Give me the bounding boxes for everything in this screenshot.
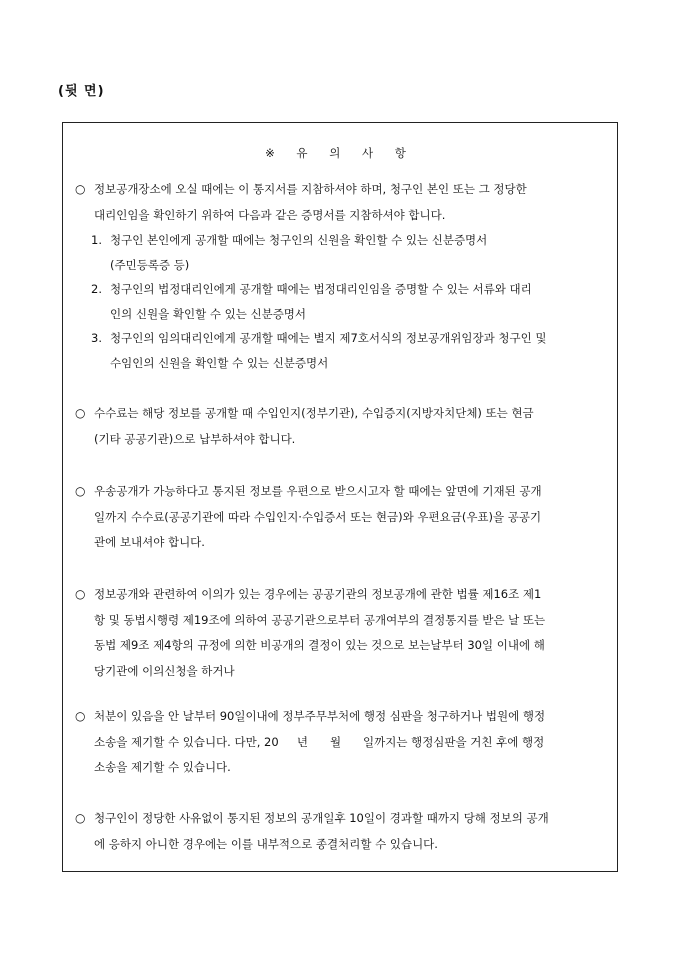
notice-text-line: 일까지 수수료(공공기관에 따라 수입인지·수입증서 또는 현금)와 우편요금(우표)을 공공기 [94, 509, 542, 524]
notice-section-appeal [63, 704, 617, 781]
certificate-item [91, 326, 605, 375]
notice-text-line: 정보공개와 관련하여 이의가 있는 경우에는 공공기관의 정보공개에 관한 법률 제16조 제1 [94, 587, 542, 601]
notice-section-visit [63, 177, 617, 375]
bullet-icon: ○ [75, 484, 86, 498]
bullet-icon: ○ [75, 587, 86, 601]
item-text-line: 청구인 본인에게 공개할 때에는 청구인의 신원을 확인할 수 있는 신분증명서 [110, 233, 488, 247]
notice-text-line: 청구인이 정당한 사유없이 통지된 정보의 공개일후 10일이 경과할 때까지 당해 정보의 공개 [94, 811, 549, 825]
notice-box [62, 122, 618, 872]
notice-text-line: 관에 보내셔야 합니다. [94, 535, 205, 549]
notice-text-line: 우송공개가 가능하다고 통지된 정보를 우편으로 받으시고자 할 때에는 앞면에 기재된 공개 [94, 484, 542, 498]
certificate-item [91, 277, 605, 326]
notice-text-line: 소송을 제기할 수 있습니다. [94, 760, 231, 774]
notice-text-line: 정보공개장소에 오실 때에는 이 통지서를 지참하셔야 하며, 청구인 본인 또는 그 정당한 [94, 182, 527, 196]
notice-text-line: 수수료는 해당 정보를 공개할 때 수입인지(정부기관), 수입증지(지방자치단체) 또는 현금 [94, 406, 534, 420]
notice-text-line: 처분이 있음을 안 날부터 90일이내에 정부주무부처에 행정 심판을 청구하거나 법원에 행정 [94, 709, 546, 723]
notice-section-closure [63, 806, 617, 857]
notice-title: ※ 유 의 사 항 [265, 146, 415, 160]
certificate-item [91, 228, 605, 277]
item-text-line: 인의 신원을 확인할 수 있는 신분증명서 [110, 306, 307, 321]
notice-text-line: 항 및 동법시행령 제19조에 의하여 공공기관으로부터 공개여부의 결정통지를 받은 날 또는 [94, 612, 546, 627]
notice-section-fee [63, 401, 617, 452]
notice-text-line: 대리인임을 확인하기 위하여 다음과 같은 증명서를 지참하셔야 합니다. [94, 207, 446, 222]
certificate-list [63, 228, 617, 375]
bullet-icon: ○ [75, 811, 86, 825]
item-text-line: (주민등록증 등) [110, 257, 190, 272]
item-text-line: 청구인의 임의대리인에게 공개할 때에는 별지 제7호서식의 정보공개위임장과 청구인 및 [110, 331, 547, 345]
notice-section-mail [63, 479, 617, 556]
item-text-line: 수임인의 신원을 확인할 수 있는 신분증명서 [110, 355, 329, 370]
notice-text-line: 소송을 제기할 수 있습니다. 다만, 20 년 월 일까지는 행정심판을 거친 후에 행정 [94, 734, 545, 749]
notice-text-line: 동법 제9조 제4항의 규정에 의한 비공개의 결정이 있는 것으로 보는날부터 30일 이내에 해 [94, 638, 545, 652]
item-number: 1. [91, 233, 102, 247]
back-side-label: (뒷 면) [58, 84, 105, 99]
notice-text-line: 에 응하지 아니한 경우에는 이를 내부적으로 종결처리할 수 있습니다. [94, 836, 438, 851]
notice-section-objection [63, 582, 617, 684]
item-number: 2. [91, 282, 102, 296]
notice-text-line: (기타 공공기관)으로 납부하셔야 합니다. [94, 431, 296, 446]
bullet-icon: ○ [75, 709, 86, 723]
item-number: 3. [91, 331, 102, 345]
item-text-line: 청구인의 법정대리인에게 공개할 때에는 법정대리인임을 증명할 수 있는 서류와 대리 [110, 282, 532, 296]
bullet-icon: ○ [75, 406, 86, 420]
notice-text-line: 당기관에 이의신청을 하거나 [94, 663, 235, 678]
bullet-icon: ○ [75, 182, 86, 196]
